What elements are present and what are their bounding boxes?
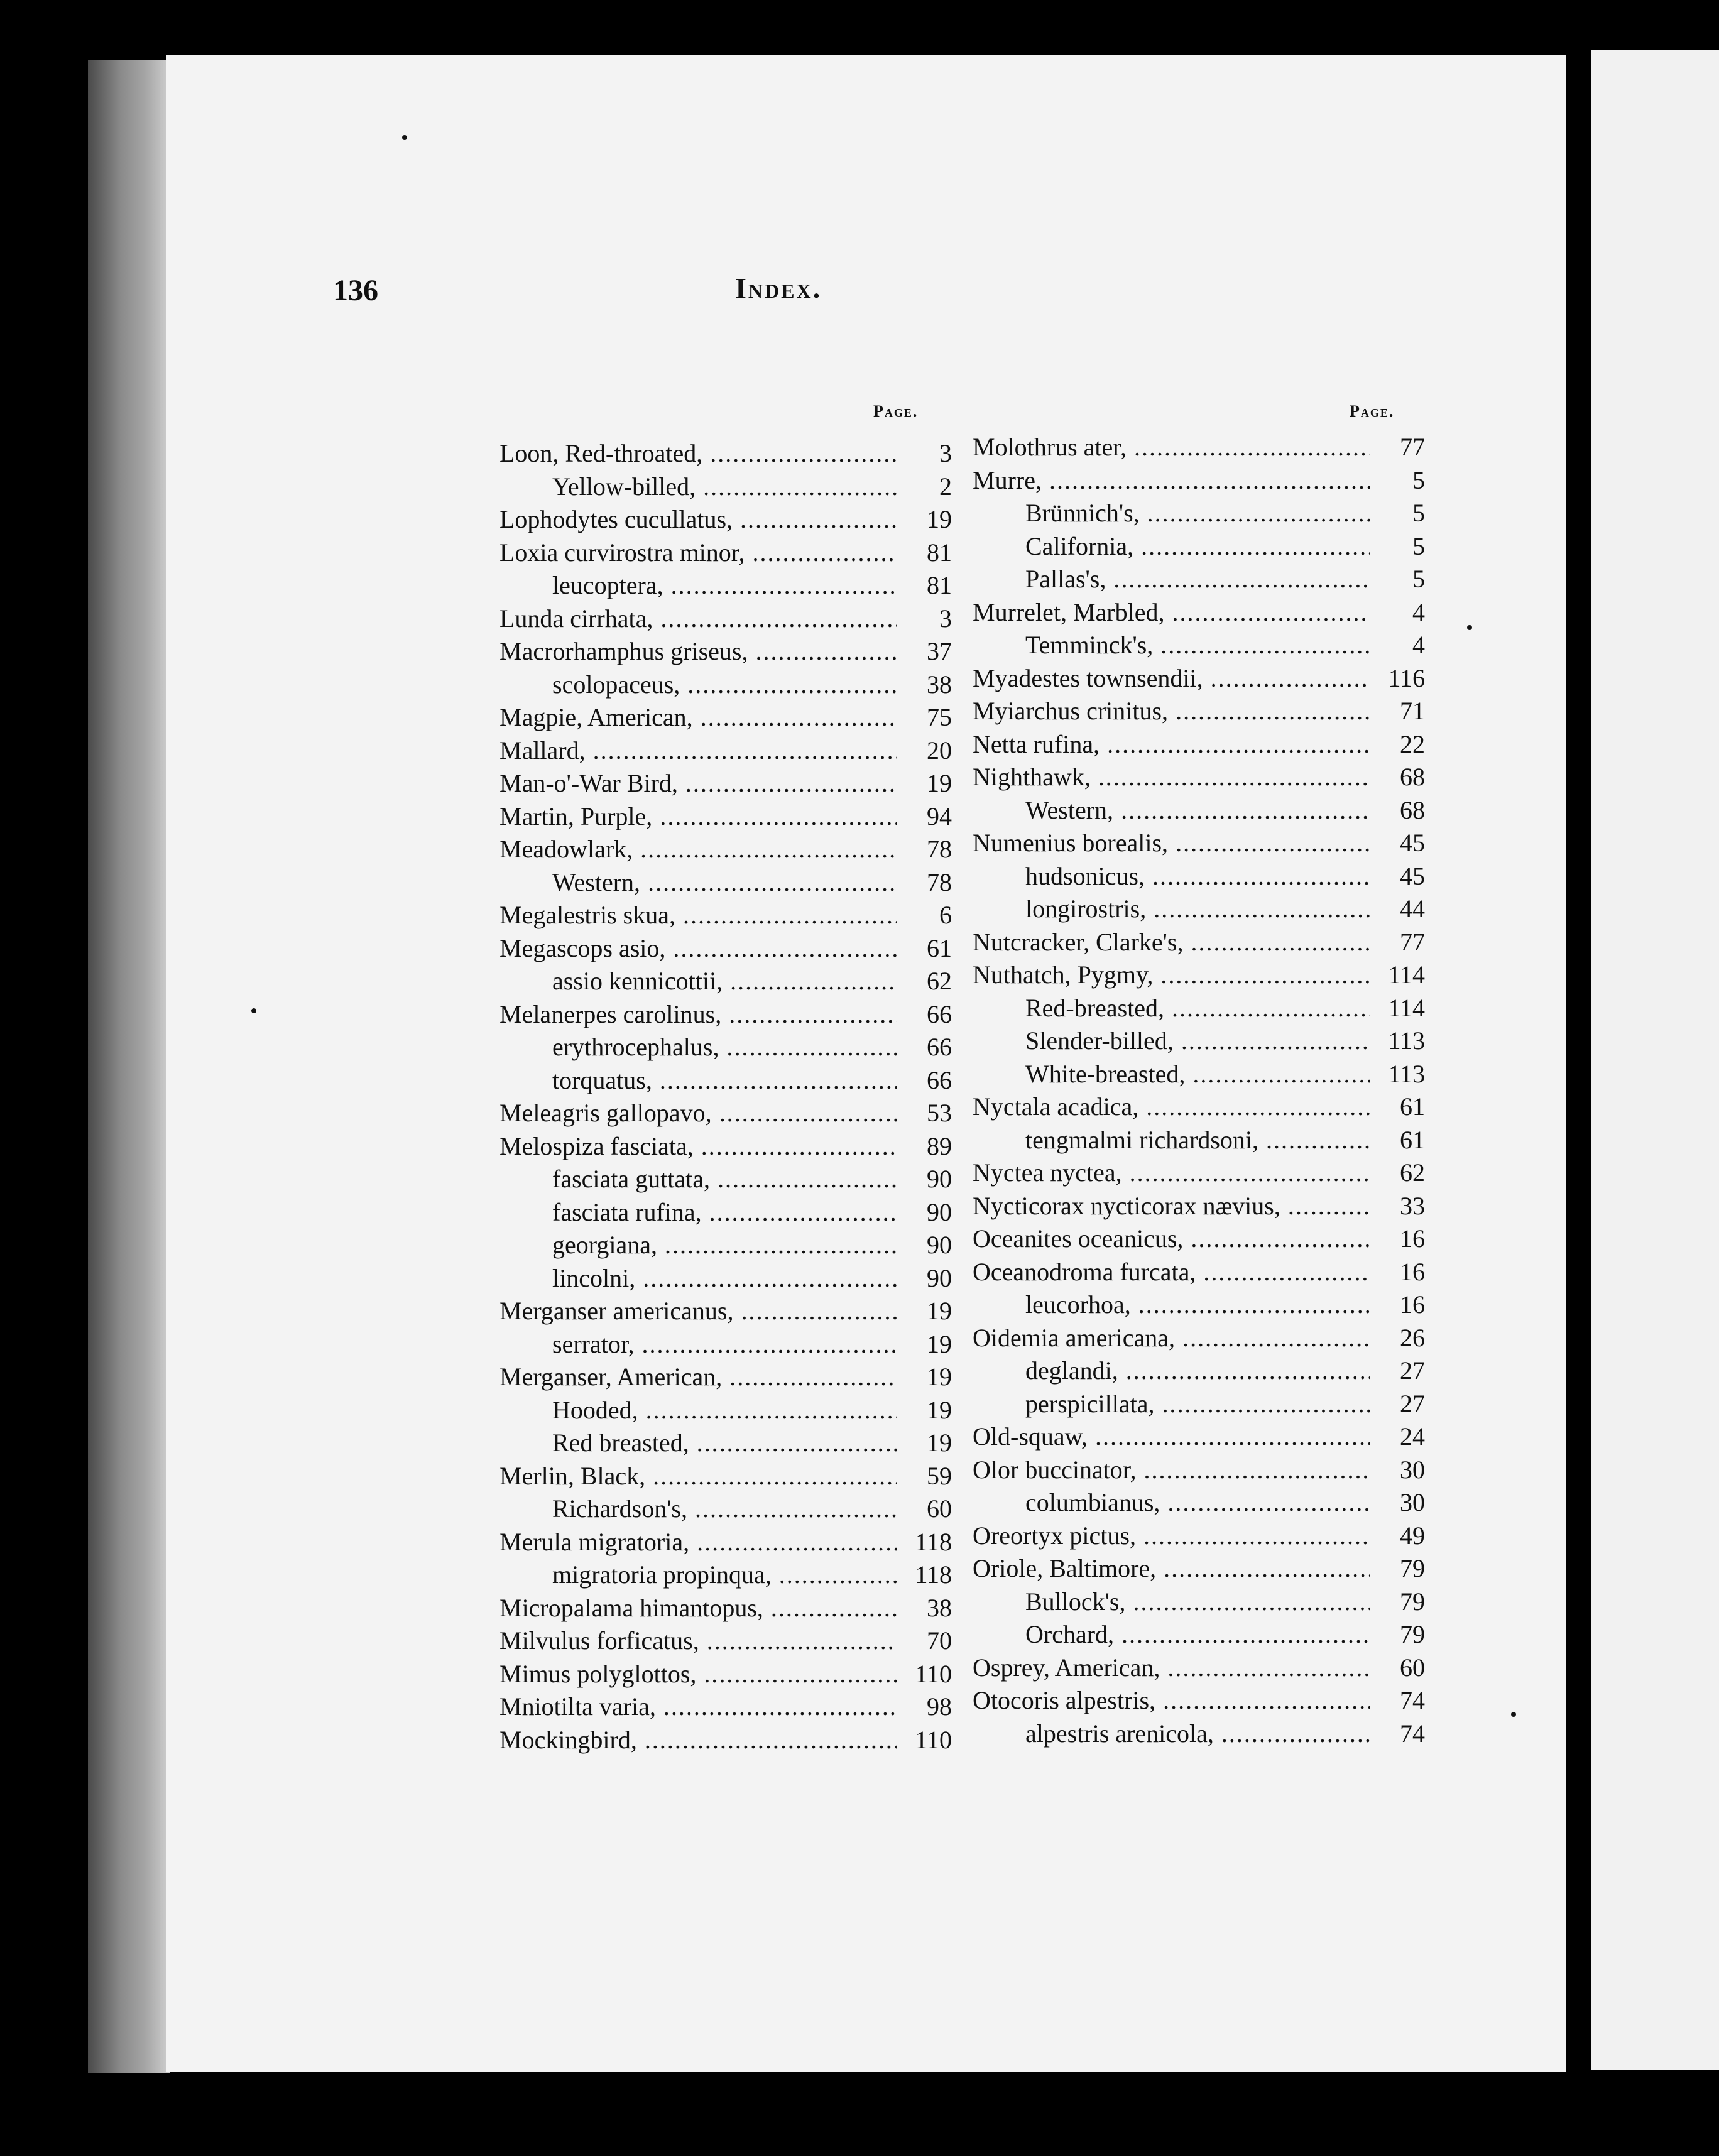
- index-entry: [499, 1527, 952, 1560]
- entry-page: 16: [1400, 1257, 1425, 1286]
- entry-name: serrator, .....: [499, 1329, 897, 1359]
- entry-page: 19: [927, 769, 952, 797]
- index-column-left: [499, 438, 952, 1758]
- entry-page: 118: [915, 1527, 952, 1556]
- entry-page: 116: [1388, 663, 1425, 692]
- entry-page: 45: [1400, 829, 1425, 857]
- index-entry: [973, 1587, 1425, 1620]
- entry-page: 27: [1400, 1389, 1425, 1418]
- entry-name: Melospiza fasciata, .....: [499, 1131, 897, 1161]
- index-entry: [499, 900, 952, 934]
- entry-name: tengmalmi richardsoni, .....: [973, 1125, 1370, 1155]
- index-entry: [973, 1224, 1425, 1257]
- index-entry: [973, 663, 1425, 697]
- entry-name: Martin, Purple, .....: [499, 802, 897, 831]
- entry-page: 90: [927, 1231, 952, 1259]
- entry-name: Richardson's, .....: [499, 1494, 897, 1523]
- entry-name: columbianus, .....: [973, 1488, 1370, 1517]
- entry-name: leucoptera, .....: [499, 570, 897, 600]
- entry-name: Meleagris gallopavo, .....: [499, 1098, 897, 1128]
- index-entry: [499, 670, 952, 703]
- entry-page: 68: [1400, 795, 1425, 824]
- index-entry: [973, 960, 1425, 993]
- print-speck: [1511, 1712, 1516, 1717]
- entry-name: Oceanodroma furcata, .....: [973, 1257, 1370, 1287]
- entry-page: 33: [1400, 1191, 1425, 1220]
- entry-name: assio kennicottii, .....: [499, 966, 897, 996]
- entry-page: 75: [927, 703, 952, 731]
- entry-page: 20: [927, 736, 952, 765]
- index-entry: [499, 538, 952, 571]
- index-entry: [499, 966, 952, 999]
- index-entry: [973, 1290, 1425, 1323]
- entry-name: alpestris arenicola, .....: [973, 1719, 1370, 1748]
- entry-name: White-breasted, .....: [973, 1059, 1370, 1089]
- entry-page: 2: [939, 472, 952, 501]
- entry-name: perspicillata, .....: [973, 1389, 1370, 1418]
- entry-name: California, .....: [973, 531, 1370, 561]
- entry-name: deglandi, .....: [973, 1356, 1370, 1385]
- entry-page: 79: [1400, 1620, 1425, 1648]
- index-entry: [973, 1488, 1425, 1521]
- entry-page: 16: [1400, 1290, 1425, 1319]
- entry-page: 19: [927, 1429, 952, 1457]
- entry-name: Man-o'-War Bird, .....: [499, 768, 897, 798]
- entry-name: Loon, Red-throated, .....: [499, 438, 897, 468]
- entry-page: 77: [1400, 927, 1425, 956]
- entry-name: Brünnich's, .....: [973, 498, 1370, 528]
- index-entry: [499, 702, 952, 736]
- entry-name: Merganser, American, .....: [499, 1362, 897, 1391]
- entry-page: 4: [1412, 631, 1425, 659]
- entry-page: 6: [939, 901, 952, 929]
- entry-page: 71: [1400, 697, 1425, 725]
- entry-name: Magpie, American, .....: [499, 702, 897, 732]
- index-entry: [499, 736, 952, 769]
- entry-page: 22: [1400, 729, 1425, 758]
- index-entry: [973, 1554, 1425, 1587]
- entry-name: Milvulus forficatus, .....: [499, 1626, 897, 1655]
- entry-name: Nyctala acadica, .....: [973, 1092, 1370, 1121]
- facing-page-edge: [1591, 50, 1719, 2070]
- entry-name: Old-squaw, .....: [973, 1422, 1370, 1451]
- entry-page: 110: [915, 1725, 952, 1754]
- entry-name: Myadestes townsendii, .....: [973, 663, 1370, 693]
- entry-page: 27: [1400, 1356, 1425, 1385]
- entry-name: Oreortyx pictus, .....: [973, 1521, 1370, 1550]
- entry-name: hudsonicus, .....: [973, 861, 1370, 891]
- index-entry: [499, 1560, 952, 1593]
- entry-name: fasciata guttata, .....: [499, 1164, 897, 1194]
- entry-name: Loxia curvirostra minor, .....: [499, 538, 897, 567]
- index-entry: [973, 1422, 1425, 1455]
- index-entry: [973, 597, 1425, 631]
- entry-page: 118: [915, 1560, 952, 1589]
- entry-page: 94: [927, 802, 952, 830]
- entry-page: 89: [927, 1131, 952, 1160]
- index-entry: [973, 1356, 1425, 1389]
- entry-page: 61: [927, 934, 952, 962]
- entry-name: migratoria propinqua, .....: [499, 1560, 897, 1589]
- index-entry: [973, 1685, 1425, 1719]
- entry-page: 110: [915, 1659, 952, 1688]
- index-entry: [973, 466, 1425, 499]
- entry-page: 114: [1388, 961, 1425, 989]
- entry-name: Myiarchus crinitus, .....: [973, 696, 1370, 726]
- entry-name: longirostris, .....: [973, 894, 1370, 923]
- entry-page: 79: [1400, 1587, 1425, 1616]
- index-entry: [973, 1719, 1425, 1752]
- entry-page: 79: [1400, 1554, 1425, 1582]
- entry-page: 78: [927, 868, 952, 896]
- entry-name: Netta rufina, .....: [973, 729, 1370, 759]
- index-entry: [499, 868, 952, 901]
- index-entry: [973, 1389, 1425, 1422]
- entry-page: 77: [1400, 433, 1425, 461]
- index-entry: [973, 432, 1425, 466]
- index-entry: [499, 1626, 952, 1659]
- entry-name: Olor buccinator, .....: [973, 1455, 1370, 1484]
- entry-name: Yellow-billed, .....: [499, 472, 897, 501]
- entry-page: 45: [1400, 861, 1425, 890]
- entry-page: 19: [927, 1395, 952, 1424]
- index-entry: [499, 802, 952, 835]
- index-entry: [973, 762, 1425, 795]
- entry-name: Megascops asio, .....: [499, 934, 897, 963]
- index-entry: [973, 1455, 1425, 1488]
- index-entry: [499, 934, 952, 967]
- entry-name: Merlin, Black, .....: [499, 1461, 897, 1491]
- index-column-right: [973, 432, 1425, 1751]
- index-entry: [499, 1296, 952, 1329]
- entry-page: 74: [1400, 1686, 1425, 1714]
- entry-name: scolopaceus, .....: [499, 670, 897, 699]
- index-entry: [499, 504, 952, 538]
- entry-page: 61: [1400, 1125, 1425, 1154]
- entry-page: 19: [927, 505, 952, 533]
- entry-page: 70: [927, 1626, 952, 1655]
- index-entry: [973, 1092, 1425, 1125]
- index-entry: [499, 1692, 952, 1725]
- index-entry: [973, 1620, 1425, 1653]
- index-entry: [499, 1725, 952, 1758]
- index-entry: [499, 1428, 952, 1461]
- index-entry: [499, 1395, 952, 1429]
- entry-page: 90: [927, 1263, 952, 1292]
- index-entry: [973, 1059, 1425, 1092]
- index-entry: [499, 1197, 952, 1231]
- entry-page: 81: [927, 538, 952, 567]
- entry-page: 30: [1400, 1455, 1425, 1484]
- index-entry: [499, 1131, 952, 1165]
- entry-page: 74: [1400, 1719, 1425, 1748]
- entry-page: 38: [927, 670, 952, 699]
- entry-page: 90: [927, 1165, 952, 1193]
- index-entry: [499, 1263, 952, 1297]
- entry-page: 19: [927, 1329, 952, 1358]
- entry-name: Melanerpes carolinus, .....: [499, 999, 897, 1029]
- entry-name: Lunda cirrhata, .....: [499, 604, 897, 633]
- entry-name: Nuthatch, Pygmy, .....: [973, 960, 1370, 989]
- column-heading-right: Page.: [1350, 402, 1395, 420]
- entry-name: Nycticorax nycticorax nævius, .....: [973, 1191, 1370, 1221]
- print-speck: [402, 135, 407, 140]
- entry-name: Red breasted, .....: [499, 1428, 897, 1457]
- index-entry: [973, 630, 1425, 663]
- index-entry: [499, 636, 952, 670]
- index-entry: [499, 1098, 952, 1131]
- entry-page: 60: [927, 1494, 952, 1523]
- page-number: 136: [333, 274, 378, 307]
- index-entry: [973, 828, 1425, 861]
- index-entry: [973, 1158, 1425, 1191]
- index-entry: [973, 993, 1425, 1026]
- entry-page: 60: [1400, 1653, 1425, 1682]
- entry-page: 59: [927, 1461, 952, 1490]
- index-entry: [973, 1125, 1425, 1158]
- index-entry: [499, 472, 952, 505]
- index-entry: [973, 1521, 1425, 1554]
- index-entry: [499, 834, 952, 868]
- entry-page: 66: [927, 1065, 952, 1094]
- entry-name: Oceanites oceanicus, .....: [973, 1224, 1370, 1253]
- entry-name: Molothrus ater, .....: [973, 432, 1370, 462]
- entry-page: 37: [927, 637, 952, 665]
- entry-name: Red-breasted, .....: [973, 993, 1370, 1023]
- entry-name: Oidemia americana, .....: [973, 1323, 1370, 1353]
- entry-page: 98: [927, 1692, 952, 1721]
- entry-page: 26: [1400, 1323, 1425, 1352]
- entry-page: 114: [1388, 993, 1425, 1022]
- entry-name: Murre, .....: [973, 466, 1370, 495]
- column-heading-left: Page.: [873, 402, 919, 420]
- index-entry: [973, 1191, 1425, 1224]
- entry-name: Merganser americanus, .....: [499, 1296, 897, 1326]
- entry-page: 66: [927, 999, 952, 1028]
- entry-name: Micropalama himantopus, .....: [499, 1593, 897, 1623]
- index-entry: [499, 1329, 952, 1363]
- index-entry: [973, 1653, 1425, 1686]
- entry-name: Nighthawk, .....: [973, 762, 1370, 792]
- entry-page: 5: [1412, 466, 1425, 494]
- entry-name: Temminck's, .....: [973, 630, 1370, 660]
- entry-page: 78: [927, 835, 952, 863]
- index-entry: [499, 604, 952, 637]
- index-entry: [973, 729, 1425, 763]
- index-entry: [973, 564, 1425, 597]
- entry-page: 38: [927, 1593, 952, 1622]
- index-entry: [499, 1230, 952, 1263]
- index-entry: [499, 1461, 952, 1494]
- index-entry: [973, 1323, 1425, 1356]
- entry-page: 62: [1400, 1158, 1425, 1187]
- entry-name: Megalestris skua, .....: [499, 900, 897, 930]
- print-speck: [1467, 625, 1472, 630]
- entry-name: Meadowlark, .....: [499, 834, 897, 864]
- entry-name: Macrorhamphus griseus, .....: [499, 636, 897, 666]
- entry-page: 53: [927, 1099, 952, 1127]
- entry-name: torquatus, .....: [499, 1065, 897, 1095]
- entry-name: Orchard, .....: [973, 1620, 1370, 1649]
- index-entry: [973, 795, 1425, 829]
- entry-page: 61: [1400, 1092, 1425, 1121]
- entry-page: 113: [1388, 1026, 1425, 1055]
- index-entry: [499, 438, 952, 472]
- entry-page: 44: [1400, 895, 1425, 923]
- index-entry: [499, 1593, 952, 1626]
- entry-page: 66: [927, 1033, 952, 1061]
- entry-name: Western, .....: [973, 795, 1370, 825]
- entry-name: Slender-billed, .....: [973, 1026, 1370, 1055]
- entry-page: 5: [1412, 565, 1425, 593]
- entry-name: Western, .....: [499, 868, 897, 897]
- entry-page: 81: [927, 571, 952, 599]
- entry-name: Mallard, .....: [499, 736, 897, 765]
- index-entry: [973, 696, 1425, 729]
- entry-page: 19: [927, 1363, 952, 1391]
- index-entry: [499, 1164, 952, 1197]
- entry-page: 90: [927, 1197, 952, 1226]
- entry-page: 5: [1412, 499, 1425, 527]
- entry-page: 3: [939, 439, 952, 467]
- book-page-edge: [88, 60, 170, 2073]
- print-speck: [251, 1008, 256, 1013]
- entry-page: 30: [1400, 1488, 1425, 1516]
- index-entry: [973, 894, 1425, 927]
- index-entry: [499, 1362, 952, 1395]
- entry-name: Otocoris alpestris, .....: [973, 1685, 1370, 1715]
- entry-page: 68: [1400, 763, 1425, 791]
- index-entry: [973, 1026, 1425, 1059]
- entry-name: Osprey, American, .....: [973, 1653, 1370, 1682]
- entry-name: fasciata rufina, .....: [499, 1197, 897, 1227]
- entry-name: Mniotilta varia, .....: [499, 1692, 897, 1721]
- entry-name: Nyctea nyctea, .....: [973, 1158, 1370, 1187]
- index-entry: [499, 1065, 952, 1099]
- entry-name: Murrelet, Marbled, .....: [973, 597, 1370, 627]
- entry-page: 62: [927, 967, 952, 995]
- index-entry: [973, 498, 1425, 531]
- index-entry: [973, 927, 1425, 961]
- index-entry: [973, 1257, 1425, 1290]
- entry-page: 24: [1400, 1422, 1425, 1451]
- index-entry: [973, 531, 1425, 565]
- page-title: Index.: [735, 272, 822, 304]
- entry-name: Oriole, Baltimore, .....: [973, 1554, 1370, 1583]
- index-entry: [499, 570, 952, 604]
- entry-name: Mockingbird, .....: [499, 1725, 897, 1755]
- entry-name: Hooded, .....: [499, 1395, 897, 1425]
- entry-name: Nutcracker, Clarke's, .....: [973, 927, 1370, 957]
- entry-page: 5: [1412, 531, 1425, 560]
- entry-name: leucorhoa, .....: [973, 1290, 1370, 1319]
- index-entry: [499, 999, 952, 1033]
- entry-page: 113: [1388, 1059, 1425, 1088]
- entry-page: 4: [1412, 597, 1425, 626]
- entry-name: Mimus polyglottos, .....: [499, 1659, 897, 1689]
- entry-page: 49: [1400, 1521, 1425, 1550]
- entry-name: Bullock's, .....: [973, 1587, 1370, 1616]
- entry-name: erythrocephalus, .....: [499, 1032, 897, 1062]
- entry-name: Merula migratoria, .....: [499, 1527, 897, 1557]
- entry-name: Numenius borealis, .....: [973, 828, 1370, 858]
- index-entry: [973, 861, 1425, 895]
- entry-page: 3: [939, 604, 952, 633]
- entry-name: Lophodytes cucullatus, .....: [499, 504, 897, 534]
- index-entry: [499, 1032, 952, 1065]
- index-entry: [499, 1494, 952, 1527]
- index-entry: [499, 1659, 952, 1692]
- index-entry: [499, 768, 952, 802]
- entry-name: Pallas's, .....: [973, 564, 1370, 594]
- entry-page: 19: [927, 1297, 952, 1325]
- entry-name: georgiana, .....: [499, 1230, 897, 1260]
- entry-page: 16: [1400, 1224, 1425, 1253]
- entry-name: lincolni, .....: [499, 1263, 897, 1293]
